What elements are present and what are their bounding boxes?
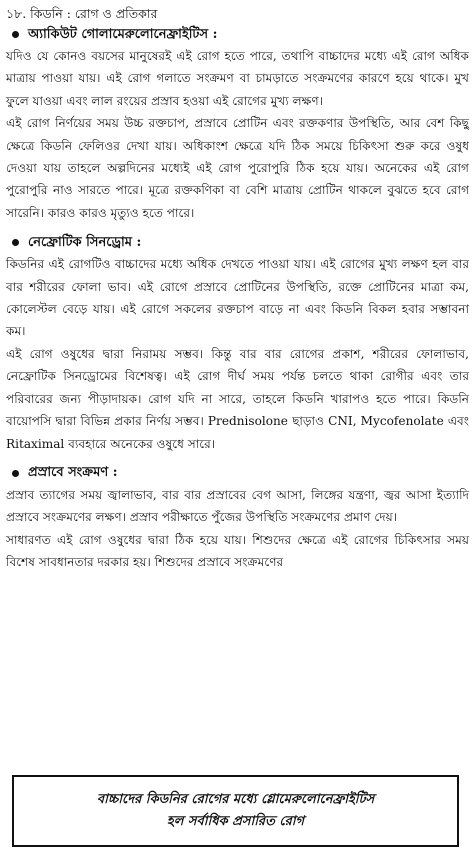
paragraph: যদিও যে কোনও বয়সের মানুষেরই এই রোগ হতে পারে, তথাপি বাচ্চাদের মধ্যে এই রোগ অধিক মাত্রায় পাওয়া যায়। এই রোগ গলাতে সংক্রমণ বা চামড়াতে সংক্রমণের কারণে হয়ে থাকে। মুখ ফুলে যাওয়া এবং লাল রংয়ের প্রস্রাব হওয়া এই রোগের মুখ্য লক্ষণ। xyxy=(6,49,469,108)
paragraph: এই রোগ নির্ণয়ের সময় উচ্চ রক্তচাপ, প্রস্রাবে প্রোটিন এবং রক্তকণার উপস্থিতি, আর বেশ কিছু ক্ষেত্রে কিডনি ফেলিওর দেখা যায়। অধিকাংশ ক্ষেত্রে যদি ঠিক সময়ে চিকিৎসা শুরু করে ওষুধ দেওয়া যায় তাহলে অল্পদিনের মধ্যেই এই রোগ পুরোপুরি ঠিক হয়ে যায়। অনেকের এই রোগ পুরোপুরি নাও সারতে পারে। মূত্রে রক্তকণিকা বা বেশি মাত্রায় প্রোটিন থাকলে বুঝতে হবে রোগ সারেনি। কারও কারও মৃত্যুও হতে পারে। xyxy=(6,116,469,220)
running-header: ১৮. কিডনি : রোগ ও প্রতিকার xyxy=(6,6,158,21)
heading-text: প্রস্রাবে সংক্রমণ : xyxy=(28,465,118,481)
heading-text: নেফ্রোটিক সিনড্রোম : xyxy=(28,234,142,250)
callout-line-2: হল সর্বাধিক প্রসারিত রোগ xyxy=(166,814,305,829)
section-acute-glomerulonephritis xyxy=(6,24,469,224)
section-heading xyxy=(6,232,469,253)
paragraph: সাধারণত এই রোগ ওষুধের দ্বারা ঠিক হয়ে যায়। শিশুদের ক্ষেত্রে এই রোগের চিকিৎসার সময় বিশেষ সাবধানতার দরকার হয়। শিশুদের প্রস্রাবে সংক্রমণের xyxy=(6,532,469,570)
section-nephrotic-syndrome xyxy=(6,232,469,455)
section-heading xyxy=(6,463,469,484)
callout-line-1: বাচ্চাদের কিডনির রোগের মধ্যে গ্লোমেরুলোনেফ্রাইটিস xyxy=(96,792,375,807)
heading-text: অ্যাকিউট গোলামেরুলোনেফ্রাইটিস : xyxy=(28,26,218,42)
bullet-icon xyxy=(12,31,19,38)
paragraph: প্রস্রাব ত্যাগের সময় জ্বালাভাব, বার বার প্রস্রাবের বেগ আসা, লিঙ্গের যন্ত্রণা, জ্বর আসা ইত্যাদি প্রস্রাবে সংক্রমণের লক্ষণ। প্রস্রাব পরীক্ষাতে পুঁজের উপস্থিতি সংক্রমণের প্রমাণ দেয়। xyxy=(6,487,469,525)
paragraph: এই রোগ ওষুধের দ্বারা নিরাময় সম্ভব। কিন্তু বার বার রোগের প্রকাশ, শরীরের ফোলাভাব, নেফ্রোটিক সিনড্রোমের বিশেষত্ব। এই রোগ দীর্ঘ সময় পর্যন্ত চলতে থাকা রোগীর এবং তার পরিবারের জন্য পীড়াদায়ক। রোগ যদি না সারে, তাহলে কিডনি খারাপও হতে পারে। কিডনি বায়োপসি দ্বারা বিভিন্ন প্রকার নির্ণয় সম্ভব। Prednisolone ছাড়াও CNI, Mycofenolate এবং Ritaximal ব্যবহারে অনেকের ওষুধে সারে। xyxy=(6,346,469,451)
section-urinary-infection xyxy=(6,463,469,574)
bullet-icon xyxy=(12,470,19,477)
bullet-icon xyxy=(12,239,19,246)
section-heading xyxy=(6,24,469,45)
highlight-callout-box xyxy=(12,775,459,847)
paragraph: কিডনির এই রোগটিও বাচ্চাদের মধ্যে অধিক দেখতে পাওয়া যায়। এই রোগের মুখ্য লক্ষণ হল বার বার শরীরের ফোলা ভাব। এই রোগে প্রস্রাবে প্রোটিনের উপস্থিতি, রক্তে প্রোটিনের মাত্রা কম, কোলেস্টল বেড়ে যায়। এই রোগে সকলের রক্তচাপ বাড়ে না এবং কিডনি বিকল হবার সম্ভাবনা কম। xyxy=(6,257,469,339)
